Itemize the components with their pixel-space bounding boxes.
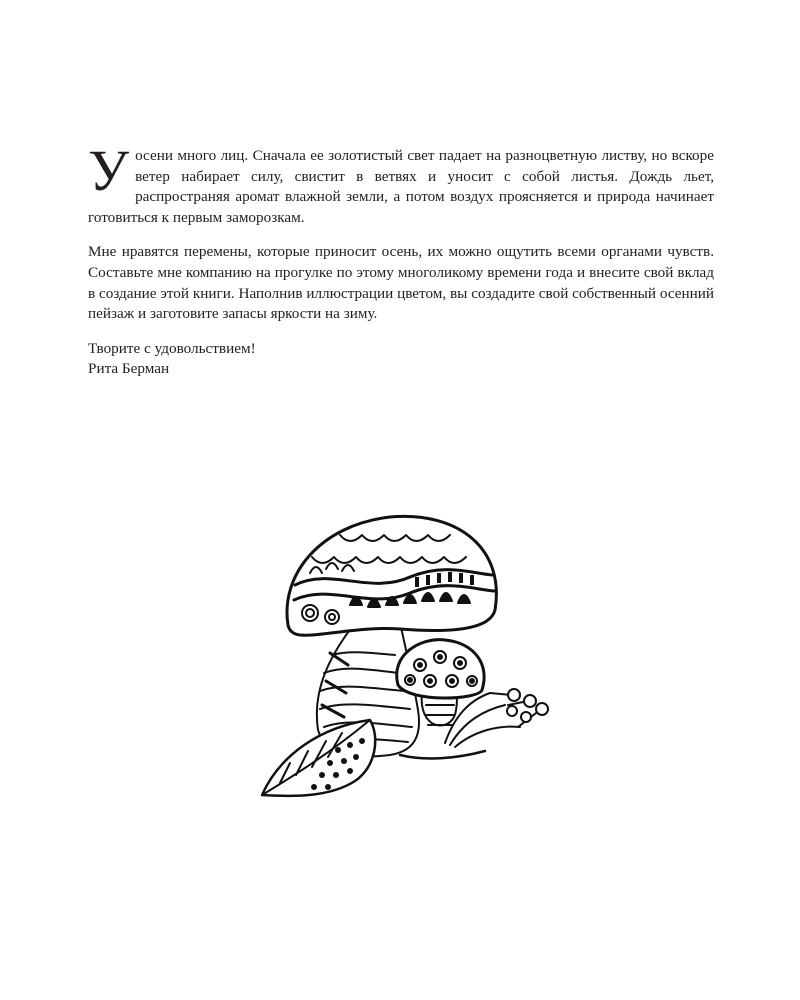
intro-text	[88, 138, 714, 394]
big-mushroom-cap	[287, 516, 496, 635]
signature-greeting: Творите с удовольствием!	[88, 339, 256, 357]
signature-author: Рита Берман	[88, 360, 170, 378]
signature-block	[88, 339, 714, 380]
intro-paragraph-1	[88, 138, 714, 228]
intro-paragraph-2: Мне нравятся перемены, которые приносит осень, их можно ощутить всеми органами чувств. Составьте мне компанию на прогулке по этому многоликому времени года и внесите свой вклад в создание этой книги. Наполнив иллюстрации цветом, вы создадите свой собственный осенний пейзаж и заготовите запасы яркости на зиму.	[88, 243, 714, 323]
paragraph-1-text: осени много лиц. Сначала ее золотистый свет падает на разноцветную листву, но вскоре ветер набирает силу, свистит в ветвях и уносит с собой листья. Дождь льет, распространяя аромат влажной земли, а потом воздух проясняется и природа начинает готовиться к первым заморозкам.	[88, 147, 714, 226]
mushroom-illustration	[250, 505, 560, 805]
drop-cap: У	[88, 138, 130, 203]
